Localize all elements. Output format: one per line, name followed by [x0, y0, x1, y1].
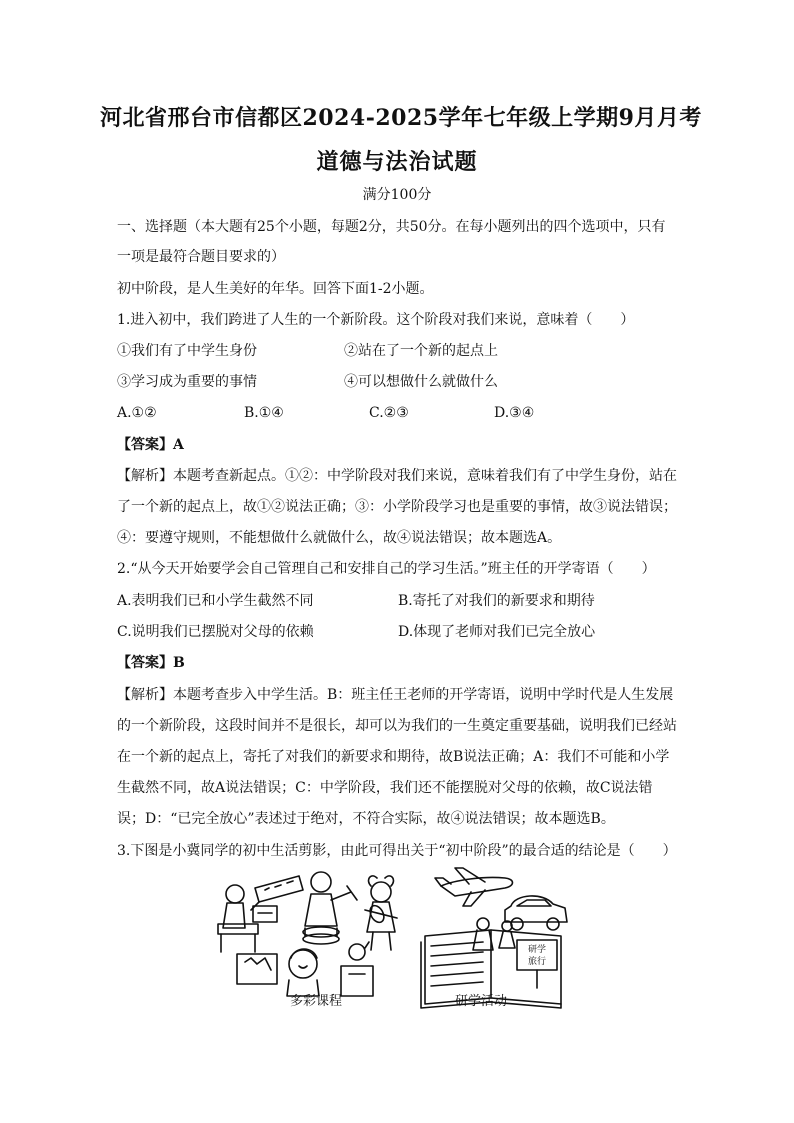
- question-1-stem: 1.进入初中，我们跨进了人生的一个新阶段。这个阶段对我们来说，意味着（ ）: [117, 312, 635, 328]
- question-intro: 初中阶段，是人生美好的年华。回答下面1-2小题。: [117, 281, 434, 297]
- q1-analysis-line: 【解析】本题考查新起点。①②：中学阶段对我们来说，意味着我们有了中学生身份，站在: [117, 468, 677, 484]
- q2-analysis-line: 误；D：“已完全放心”表述过于绝对，不符合实际，故④说法错误；故本题选B。: [117, 811, 615, 827]
- junior-high-life-illustration: [215, 866, 580, 1014]
- q1-statement: ③学习成为重要的事情: [117, 374, 257, 390]
- illustration-svg: [215, 866, 580, 1014]
- full-score: 满分100分: [362, 187, 432, 203]
- q2-option: D.体现了老师对我们已完全放心: [398, 624, 596, 640]
- q1-answer: 【答案】A: [117, 437, 184, 453]
- q1-statement: ④可以想做什么就做什么: [344, 374, 498, 390]
- q2-option: A.表明我们已和小学生截然不同: [117, 593, 314, 609]
- q1-statement: ①我们有了中学生身份: [117, 343, 257, 359]
- question-3-stem: 3.下图是小冀同学的初中生活剪影，由此可得出关于“初中阶段”的最合适的结论是（ ）: [117, 843, 677, 859]
- section-heading-line: 一项是最符合题目要求的）: [117, 249, 285, 265]
- q1-option: A.①②: [117, 405, 157, 421]
- q2-analysis-line: 在一个新的起点上，寄托了对我们的新要求和期待，故B说法正确；A：我们不可能和小学: [117, 749, 670, 765]
- q1-analysis-line: 了一个新的起点上，故①②说法正确；③：小学阶段学习也是重要的事情，故③说法错误；: [117, 499, 677, 515]
- student-head-icon: [226, 885, 244, 903]
- q2-option: C.说明我们已摆脱对父母的依赖: [117, 624, 314, 640]
- page-subtitle: 道德与法治试题: [316, 149, 478, 175]
- q1-option: B.①④: [244, 405, 284, 421]
- q2-analysis-line: 生截然不同，故A说法错误；C：中学阶段，我们还不能摆脱对父母的依赖，故C说法错: [117, 780, 653, 796]
- sign-text-line2: 旅行: [527, 957, 547, 967]
- section-heading-line: 一、选择题（本大题有25个小题，每题2分，共50分。在每小题列出的四个选项中，只有: [117, 219, 666, 235]
- caption-study-trip: 研学活动: [455, 994, 508, 1009]
- q1-option: D.③④: [494, 405, 535, 421]
- q1-analysis-line: ④：要遵守规则，不能想做什么就做什么，故④说法错误；故本题选A。: [117, 530, 562, 546]
- q2-answer: 【答案】B: [117, 655, 185, 671]
- teacher-head-icon: [311, 872, 331, 892]
- caption-diverse-courses: 多彩课程: [290, 994, 343, 1009]
- question-2-stem: 2.“从今天开始要学会自己管理自己和安排自己的学习生活。”班主任的开学寄语（ ）: [117, 561, 656, 577]
- q2-analysis-line: 【解析】本题考查步入中学生活。B：班主任王老师的开学寄语，说明中学时代是人生发展: [117, 687, 674, 703]
- airplane-icon: [441, 877, 513, 896]
- q1-option: C.②③: [369, 405, 409, 421]
- q2-option: B.寄托了对我们的新要求和期待: [398, 593, 595, 609]
- q2-analysis-line: 的一个新阶段，这段时间并不是很长，却可以为我们的一生奠定重要基础，说明我们已经站: [117, 718, 677, 734]
- sign-text-line1: 研学: [527, 945, 547, 955]
- q1-statement: ②站在了一个新的起点上: [344, 343, 498, 359]
- violinist-head-icon: [371, 882, 391, 902]
- page-title: 河北省邢台市信都区2024-2025学年七年级上学期9月月考: [100, 105, 702, 131]
